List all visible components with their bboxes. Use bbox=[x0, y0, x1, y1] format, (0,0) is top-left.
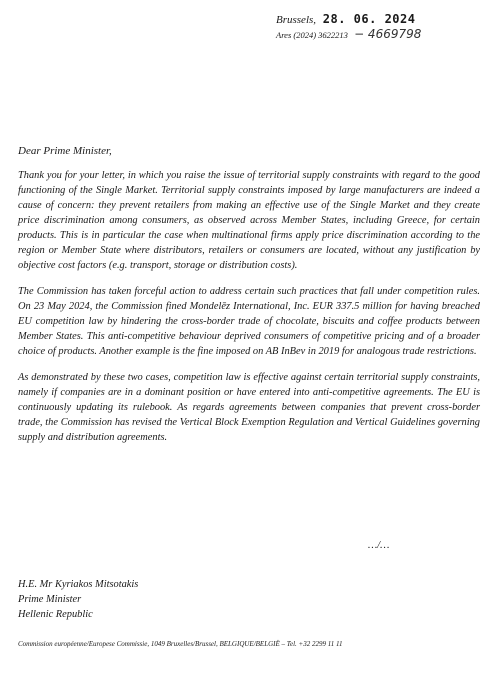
ares-reference: Ares (2024) 3622213 bbox=[276, 30, 348, 40]
addressee-title: Prime Minister bbox=[18, 594, 82, 605]
addressee-block bbox=[18, 577, 138, 622]
letter-body bbox=[18, 168, 480, 456]
body-paragraph-3: As demonstrated by these two cases, competition law is effective against certain territorial supply constraints, namely if companies are in a dominant position or have entered into anti-competitive agreements. The EU is continuously updating its rulebook. As regards agreements between companies that prevent cross-border trade, the Commission has revised the Vertical Block Exemption Regulation and Vertical Guidelines governing supply and distribution agreements. bbox=[18, 372, 480, 443]
footer-address: Commission européenne/Europese Commissie, 1049 Bruxelles/Brussel, BELGIQUE/BELGIË – Tel. +32 2299 11 11 bbox=[18, 640, 343, 648]
letter-header bbox=[276, 12, 486, 42]
addressee-country: Hellenic Republic bbox=[18, 609, 93, 620]
salutation: Dear Prime Minister, bbox=[18, 145, 112, 157]
reference-line bbox=[276, 27, 486, 42]
continuation-mark: …/… bbox=[368, 540, 390, 551]
city-name: Brussels, bbox=[276, 14, 317, 26]
body-paragraph-1: Thank you for your letter, in which you raise the issue of territorial supply constraints with regard to the good functioning of the Single Market. Territorial supply constraints imposed by large manufacturers are indeed a cause of concern: they prevent retailers from making an effective use of the Single Market and they create price discrimination among consumers, as observed across Member States, including Greece, for certain products. This is in particular the case when multinational firms apply price discrimination according to the region or Member State where distributors, retailers or consumers are located, without any justification by objective cost factors (e.g. transport, storage or distribution costs). bbox=[18, 170, 480, 271]
body-paragraph-2: The Commission has taken forceful action to address certain such practices that fall under competition rules. On 23 May 2024, the Commission fined Mondelēz International, Inc. EUR 337.5 million for having breached EU competition law by hindering the cross-border trade of chocolate, biscuits and coffee products between Member States. This anti-competitive behaviour deprived consumers of competitive pricing and of a broader choice of products. Another example is the fine imposed on AB InBev in 2019 for analogous trade restrictions. bbox=[18, 286, 480, 357]
addressee-name: H.E. Mr Kyriakos Mitsotakis bbox=[18, 579, 139, 590]
date-stamp: 28. 06. 2024 bbox=[322, 12, 416, 26]
date-line bbox=[276, 12, 486, 27]
handwritten-number: − 4669798 bbox=[354, 27, 422, 41]
